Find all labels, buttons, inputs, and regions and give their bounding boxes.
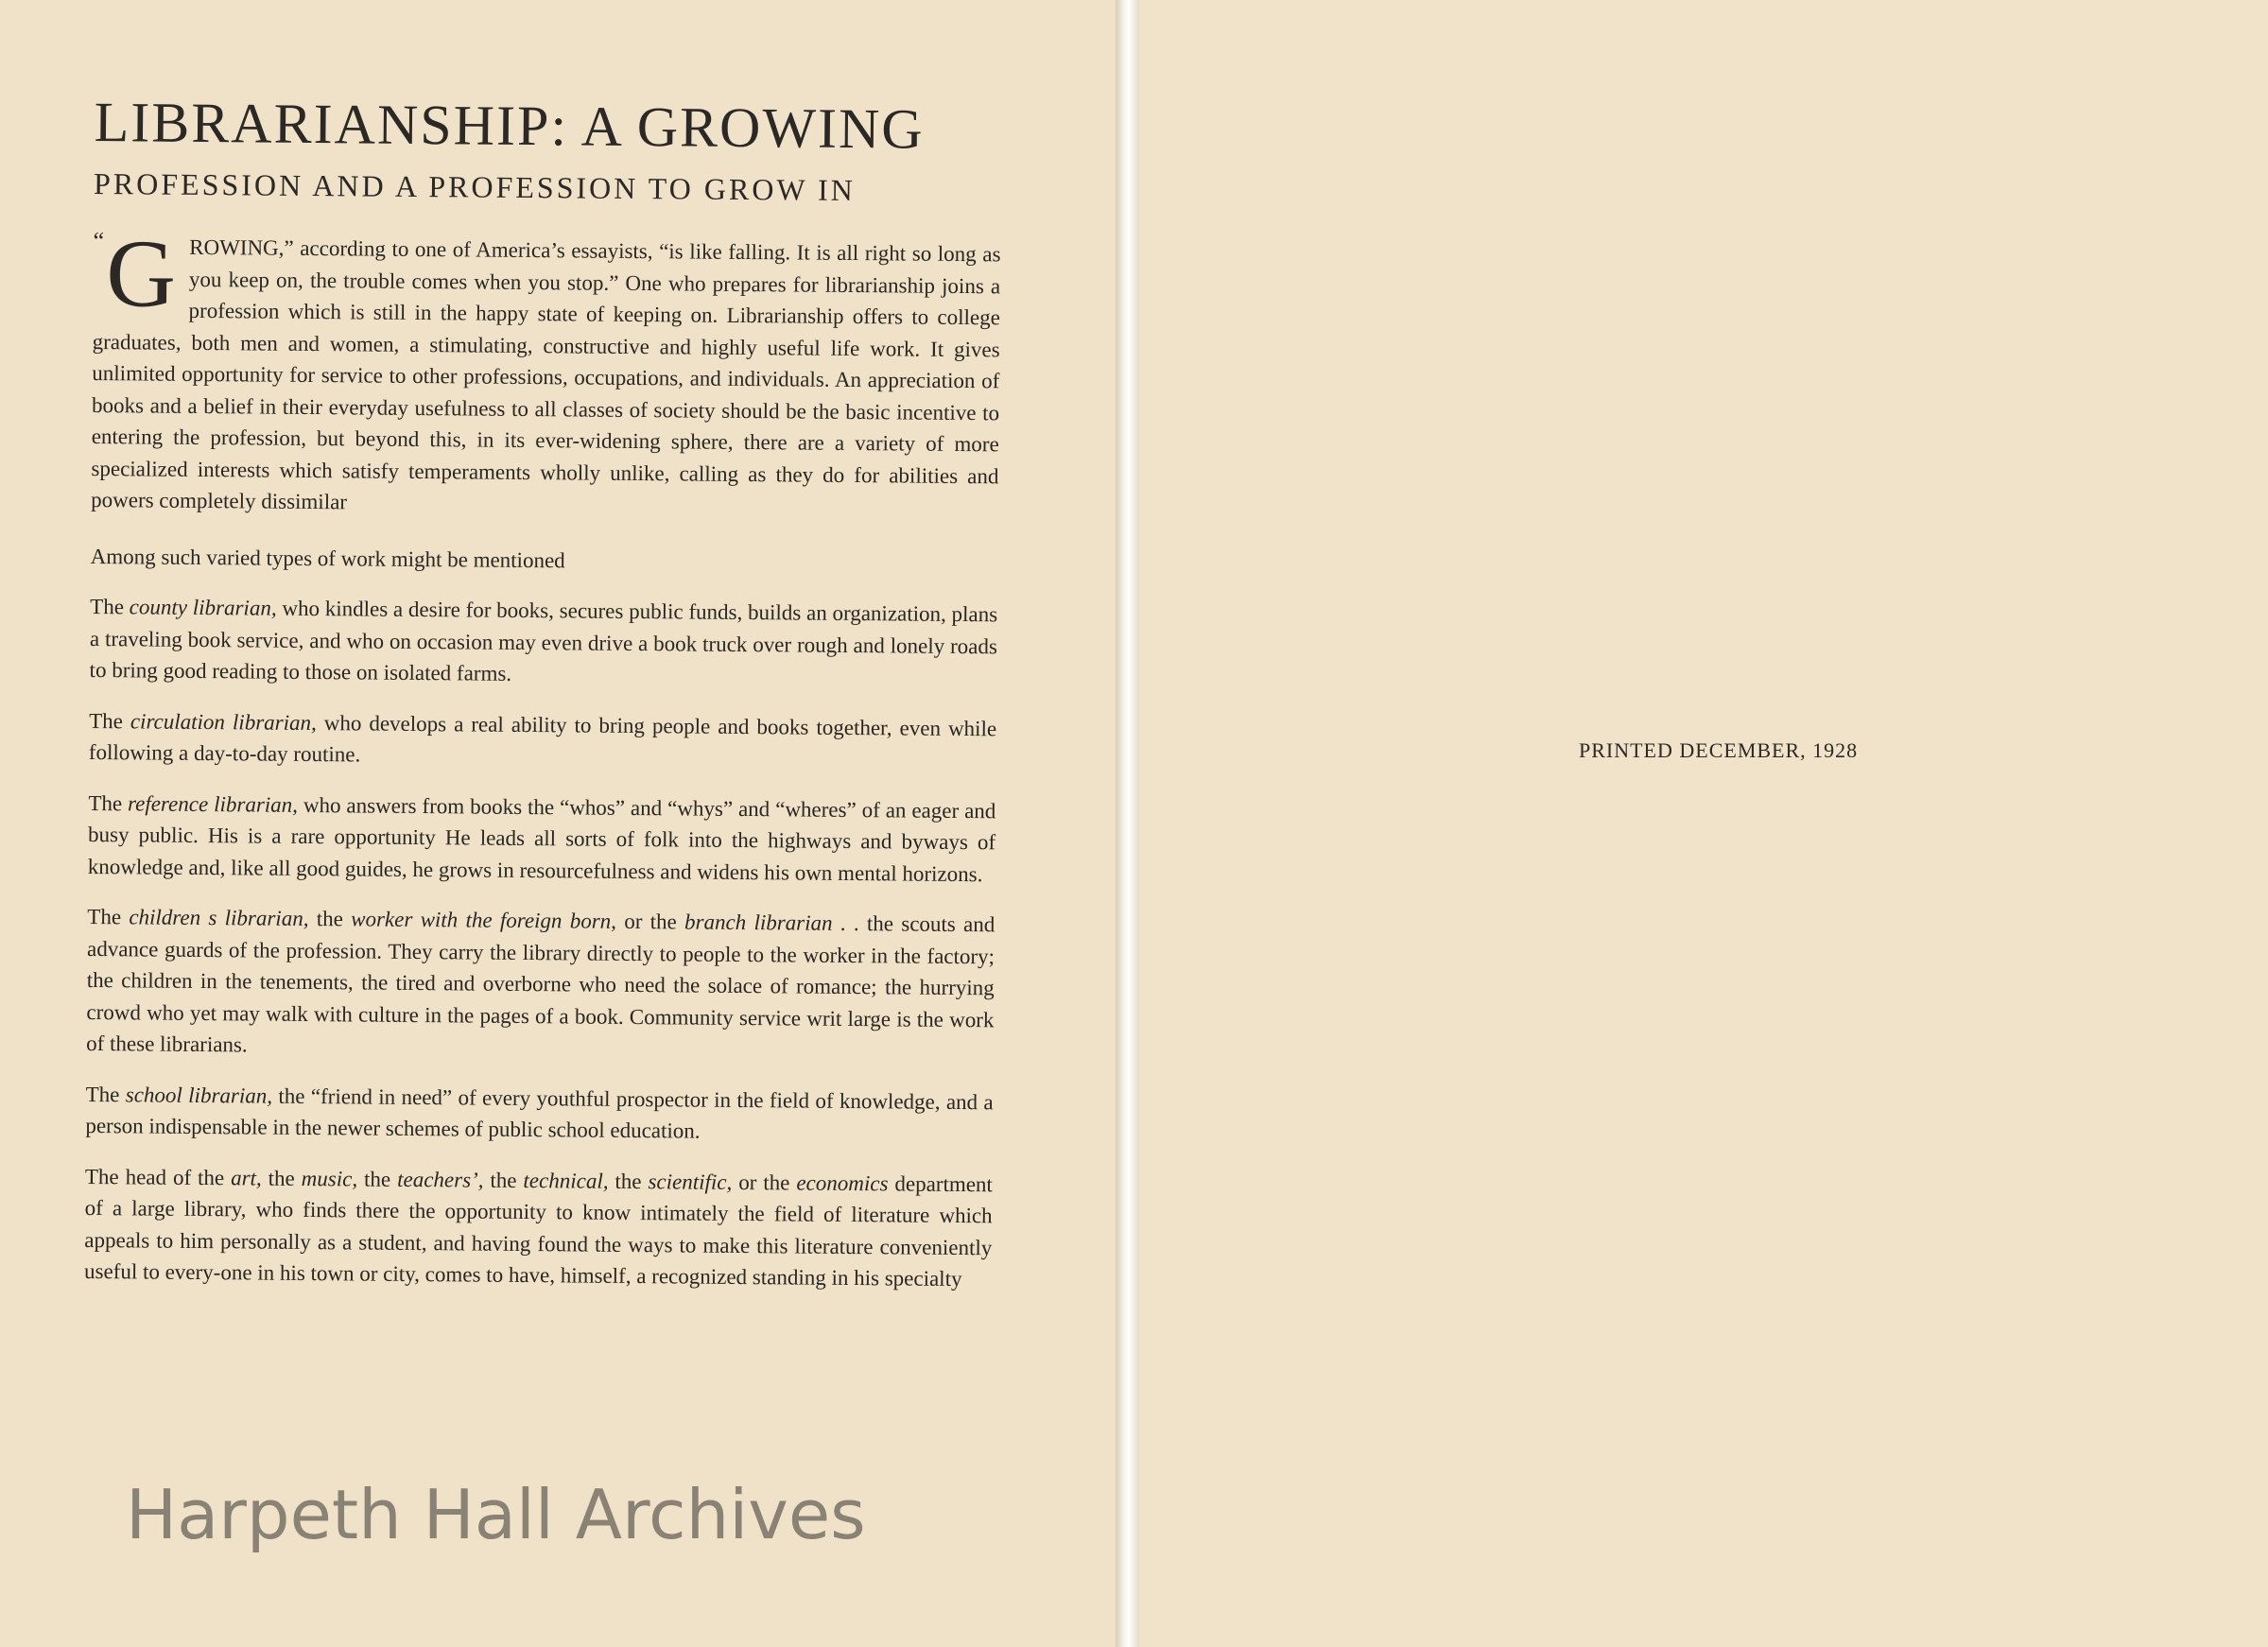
circulation-paragraph: [89, 704, 997, 775]
circulation-role: circulation librarian,: [130, 708, 317, 735]
reference-pre: The: [88, 790, 129, 815]
article-title: LIBRARIANSHIP: A GROWING: [94, 90, 925, 161]
left-page: [0, 0, 1116, 1647]
reference-text: who answers from books the “whos” and “whys” and “wheres” of an eager and busy public. His is a rare opportunity He leads all sorts of folk into the highways and byways of knowledge and, like all good guides, he grows in resourcefulness and widens his own mental horizons.: [87, 792, 996, 886]
head-pre: The head of the: [84, 1164, 232, 1189]
head-t5: or the: [732, 1170, 797, 1195]
children-paragraph: [86, 901, 995, 1067]
head-t2: the: [357, 1166, 398, 1191]
circulation-text: who develops a real ability to bring people and books together, even while following a day-to-day routine.: [88, 710, 997, 767]
children-mid2: or the: [615, 909, 685, 934]
book-gutter: [1116, 0, 1139, 1647]
children-role: children s librarian,: [129, 905, 309, 931]
school-paragraph: [85, 1078, 994, 1149]
county-pre: The: [90, 594, 130, 619]
school-role: school librarian,: [125, 1082, 273, 1108]
scientific-dept: scientific,: [648, 1169, 733, 1194]
county-paragraph: [89, 591, 997, 694]
economics-dept: economics: [796, 1170, 889, 1195]
children-mid1: the: [308, 907, 352, 931]
county-text: who kindles a desire for books, secures public funds, builds an organization, plans a traveling book service, and who on occasion may even drive a book truck over rough and lonely roads to bring good reading to those on isolated farms.: [89, 596, 998, 685]
reference-role: reference librarian,: [127, 790, 299, 817]
head-t4: the: [608, 1169, 649, 1193]
circulation-pre: The: [89, 708, 131, 733]
among-paragraph: Among such varied types of work might be mentioned: [90, 544, 565, 572]
technical-dept: technical,: [523, 1168, 609, 1193]
head-text: department of a large library, who finds there the opportunity to know intimately the field of literature which appeals to him personally as a student, and having found the ways to make this literature conveniently useful to every-one in his town or city, comes to have, himself, a recognized standing in his specialty: [83, 1170, 994, 1292]
archive-watermark: Harpeth Hall Archives: [126, 1475, 866, 1554]
county-role: county librarian,: [129, 595, 277, 620]
head-paragraph: [84, 1160, 993, 1294]
branch-role: branch librarian: [684, 910, 833, 935]
head-t3: the: [483, 1168, 524, 1192]
music-dept: music,: [301, 1166, 358, 1190]
article-subtitle: PROFESSION AND A PROFESSION TO GROW IN: [93, 165, 856, 208]
right-page: [1139, 0, 2268, 1647]
children-text: . . the scouts and advance guards of the profession. They carry the library directly to people to the worker in the factory; the children in the tenements, the tired and overborne who need the solace of romance; the hurrying crowd who yet may walk with culture in the pages of a book. Community service writ large is the work of these librarians.: [86, 910, 995, 1057]
school-text: the “friend in need” of every youthful prospector in the field of knowledge, and a person indispensable in the newer schemes of public school education.: [85, 1084, 994, 1143]
drop-cap: G: [105, 220, 177, 328]
head-t1: the: [261, 1166, 302, 1190]
article-body: [83, 220, 1001, 1295]
children-pre: The: [87, 904, 130, 929]
school-pre: The: [85, 1082, 126, 1106]
intro-text: ROWING,” according to one of America’s essayists, “is like falling. It is all right so long as you keep on, the trouble comes when you stop.” One who prepares for librarianship joins a profession which is still in the happy state of keeping on. Librarianship offers to college graduates, both men and women, a stimulating, constructive and highly useful life work. It gives unlimited opportunity for service to other professions, occupations, and individuals. An appreciation of books and a belief in their everyday usefulness to all classes of society should be the basic incentive to entering the profession, but beyond this, in its ever-widening sphere, there are a variety of more specialized interests which satisfy temperaments wholly unlike, calling as they do for abilities and powers completely dissimilar: [91, 234, 1001, 514]
printed-date: PRINTED DECEMBER, 1928: [1579, 738, 1859, 762]
article: [84, 87, 1002, 1314]
intro-paragraph: [91, 220, 1001, 524]
opening-quote-mark: “: [93, 226, 105, 255]
art-dept: art,: [231, 1165, 262, 1190]
reference-paragraph: [88, 787, 996, 890]
teachers-dept: teachers’,: [397, 1167, 484, 1192]
foreign-born-role: worker with the foreign born,: [351, 907, 617, 933]
